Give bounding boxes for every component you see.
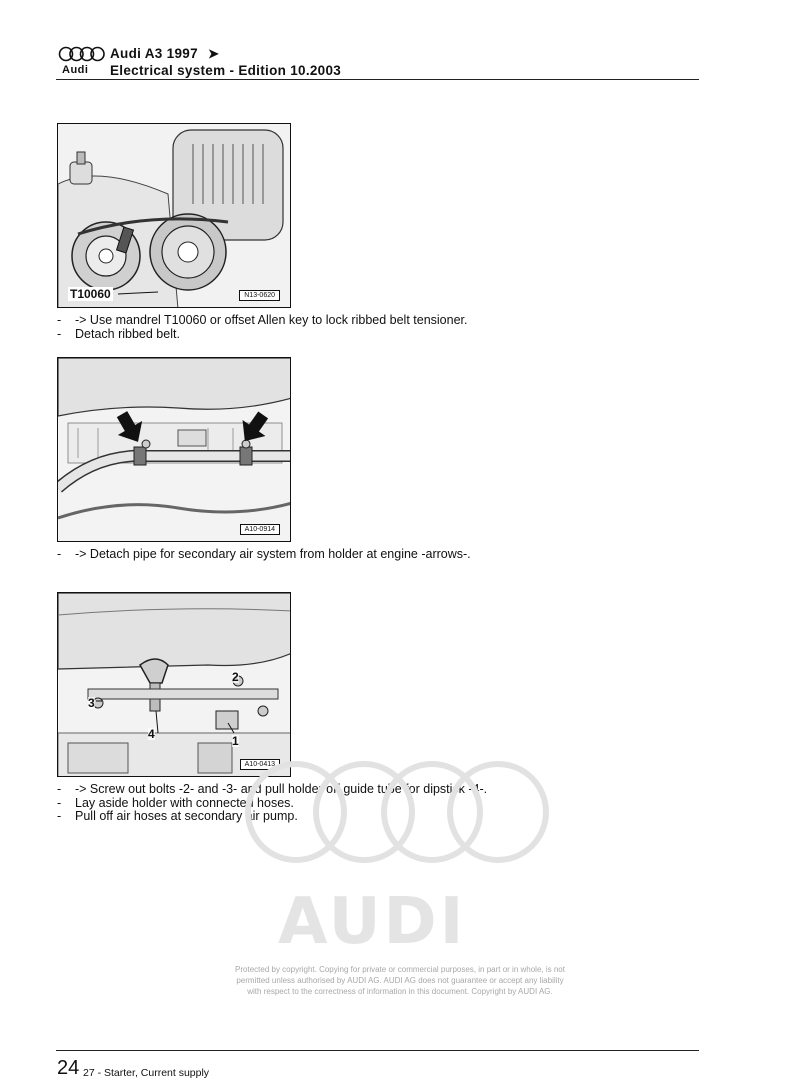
- manual-title: Audi A3 1997: [110, 46, 198, 61]
- arrow-right-icon: ➤: [208, 46, 219, 61]
- audi-watermark-text: AUDI: [278, 885, 467, 959]
- section-title: 27 - Starter, Current supply: [83, 1067, 210, 1079]
- callout-4: 4: [148, 727, 155, 741]
- copyright-notice: Protected by copyright. Copying for private or commercial purposes, in part or in whole, is not permitted unless authorised by AUDI AG. AUDI AG does not guarantee or accept any liability with respect to the correctness of information in this document. Copyright by AUDI AG.: [235, 965, 565, 996]
- secondary-air-pipe-illustration: [58, 358, 291, 542]
- instruction-group-1: [57, 314, 467, 341]
- figure-code: A10-0413: [240, 759, 280, 770]
- page-header: [56, 44, 699, 80]
- figure-dipstick-holder: [57, 592, 291, 777]
- callout-2: 2: [232, 670, 239, 684]
- audi-logo-text: Audi: [62, 64, 89, 76]
- instruction-item: - -> Screw out bolts -2- and -3- and pull holder off guide tube for dipstick -4-.: [57, 782, 488, 796]
- figure-belt-tensioner: [57, 123, 291, 308]
- figure-code: A10-0914: [240, 524, 280, 535]
- audi-rings-watermark: [244, 758, 550, 866]
- instruction-item: - Lay aside holder with connected hoses.: [57, 795, 294, 810]
- manual-subtitle: Electrical system - Edition 10.2003: [110, 63, 342, 78]
- instruction-group-2: [57, 548, 471, 562]
- belt-tensioner-illustration: [58, 124, 291, 308]
- page-footer: [56, 1050, 699, 1079]
- instruction-item: - Detach ribbed belt.: [57, 326, 180, 341]
- audi-rings-logo: [58, 46, 106, 62]
- dipstick-holder-illustration: [58, 593, 291, 777]
- instruction-item: - Pull off air hoses at secondary air pump.: [57, 809, 298, 823]
- instruction-item: - -> Use mandrel T10060 or offset Allen key to lock ribbed belt tensioner.: [57, 313, 468, 327]
- instruction-item: - -> Detach pipe for secondary air system from holder at engine -arrows-.: [57, 547, 471, 561]
- tool-label: T10060: [70, 287, 111, 301]
- figure-code: N13-0620: [239, 290, 280, 301]
- page-number: 24: [57, 1057, 80, 1079]
- callout-1: 1: [232, 734, 239, 748]
- figure-secondary-air-pipe: [57, 357, 291, 542]
- callout-3: 3: [88, 696, 95, 710]
